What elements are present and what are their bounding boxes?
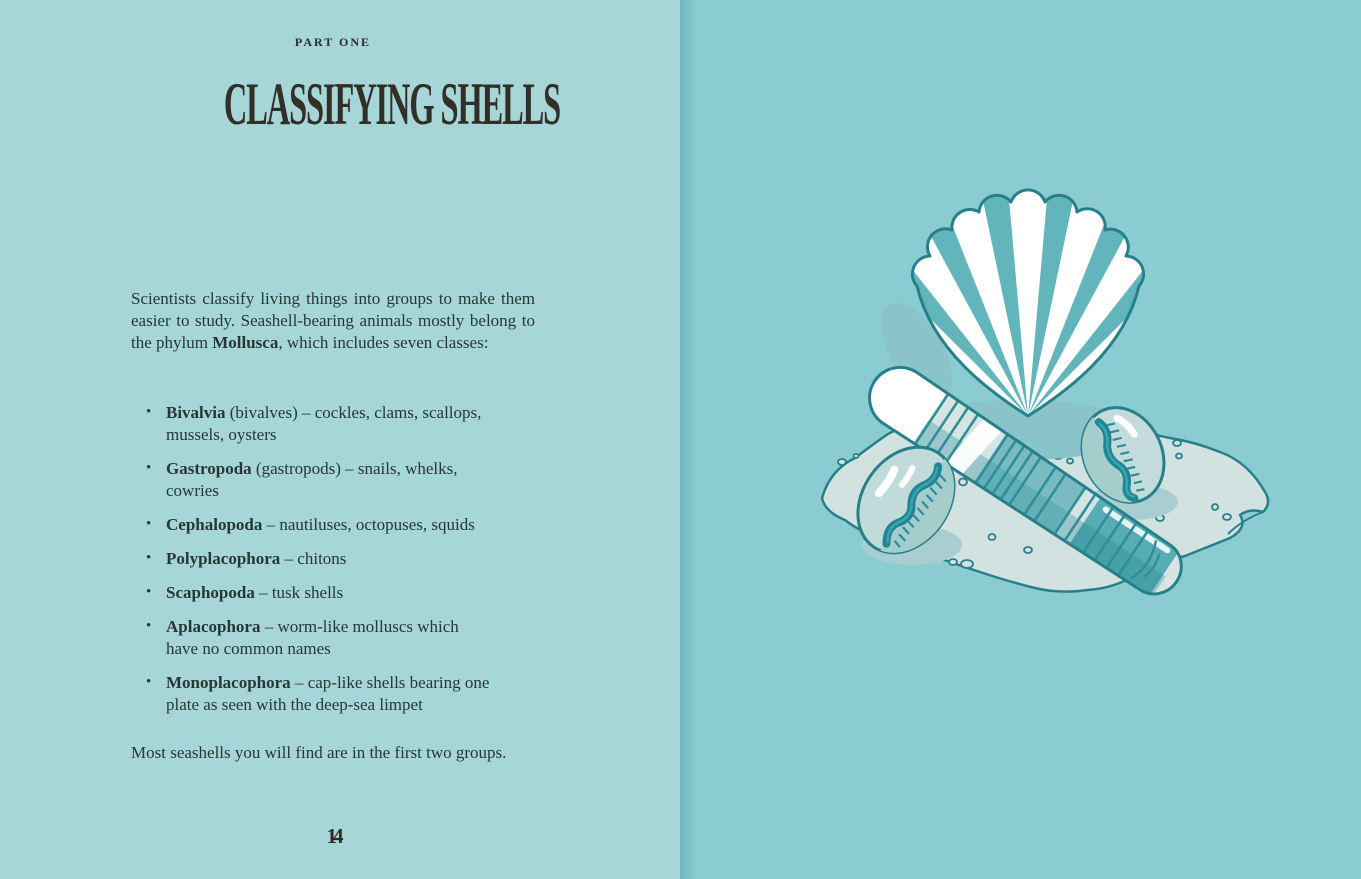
class-name: Gastropoda <box>166 459 252 478</box>
list-item-gastropoda <box>131 458 506 502</box>
class-description: – chitons <box>284 549 347 568</box>
class-name: Scaphopoda <box>166 583 255 602</box>
list-item-cephalopoda <box>131 514 535 536</box>
list-item-scaphopoda <box>131 582 535 604</box>
class-description: (gastropods) – snails, whelks, cowries <box>166 459 458 500</box>
intro-paragraph <box>131 288 535 354</box>
class-description: – worm-like molluscs which have no common names <box>166 617 459 658</box>
page-title: CLASSIFYING SHELLS <box>223 71 561 137</box>
mollusc-class-list <box>131 402 535 728</box>
closing-sentence: Most seashells you will find are in the first two groups. <box>131 743 507 762</box>
list-item-aplacophora <box>131 616 466 660</box>
left-page <box>0 0 680 879</box>
class-name: Aplacophora <box>166 617 261 636</box>
text-column <box>131 0 561 879</box>
list-item-polyplacophora <box>131 548 535 570</box>
intro-text-before: Scientists classify living things into groups to make them easier to study. Seashell-bearing animals mostly belong to the phylum <box>131 289 535 352</box>
scallop-shell <box>792 187 1264 416</box>
class-name: Monoplacophora <box>166 673 291 692</box>
right-page <box>680 0 1361 879</box>
list-item-bivalvia <box>131 402 535 446</box>
intro-text-after: , which includes seven classes: <box>278 333 489 352</box>
part-label: PART ONE <box>294 35 372 49</box>
page-number: 14 <box>326 824 340 848</box>
seashell-illustration <box>680 0 1361 879</box>
class-name: Bivalvia <box>166 403 226 422</box>
class-description: – nautiluses, octopuses, squids <box>266 515 475 534</box>
class-description: – cap-like shells bearing one plate as seen with the deep-sea limpet <box>166 673 490 714</box>
list-item-monoplacophora <box>131 672 498 716</box>
class-description: (bivalves) – cockles, clams, scallops, mussels, oysters <box>166 403 482 444</box>
class-description: – tusk shells <box>259 583 344 602</box>
phylum-term: Mollusca <box>212 333 279 352</box>
class-name: Cephalopoda <box>166 515 263 534</box>
class-name: Polyplacophora <box>166 549 281 568</box>
